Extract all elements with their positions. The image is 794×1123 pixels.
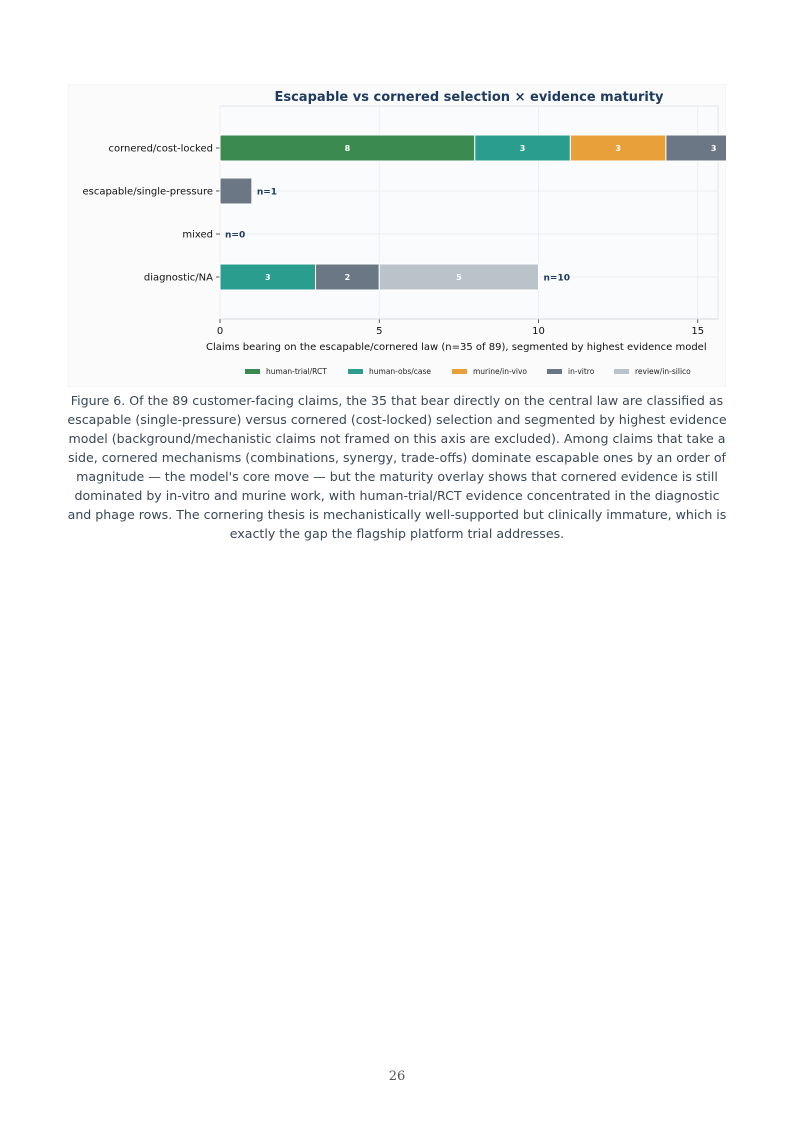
legend-swatch <box>547 369 562 374</box>
segment-value-label: 5 <box>456 273 462 282</box>
bar-total-label: n=1 <box>256 187 278 198</box>
x-axis-label: Claims bearing on the escapable/cornered law (n=35 of 89), segmented by highest evidence model <box>206 342 707 353</box>
legend-swatch <box>245 369 260 374</box>
legend-label: human-obs/case <box>369 367 432 376</box>
chart-figure <box>68 84 726 387</box>
legend-swatch <box>348 369 363 374</box>
segment-value-label: 3 <box>710 144 717 153</box>
bar-segment <box>666 135 726 161</box>
bar-total-label: n=0 <box>225 230 246 241</box>
y-tick-label: diagnostic/NA <box>143 272 213 284</box>
y-tick-label: mixed <box>182 229 213 241</box>
figure-caption: Figure 6. Of the 89 customer-facing claims, the 35 that bear directly on the central law are classified as escapable (single-pressure) versus cornered (cost-locked) selection and segmented by highest evidence model (background/mechanistic claims not framed on this axis are excluded). Among claims that take a side, cornered mechanisms (combinations, synergy, trade-offs) dominate escapable ones by an order of magnitude — the model's core move — but the maturity overlay shows that cornered evidence is still dominated by in-vitro and murine work, with human-trial/RCT evidence concentrated in the diagnostic and phage rows. The cornering thesis is mechanistically well-supported but clinically immature, which is exactly the gap the flagship platform trial addresses. <box>67 393 727 541</box>
segment-value-label: 3 <box>264 273 271 282</box>
legend-swatch <box>614 369 629 374</box>
chart-title: Escapable vs cornered selection × evidence maturity <box>274 90 664 105</box>
legend-swatch <box>452 369 467 374</box>
bar-segment <box>220 178 252 204</box>
y-tick-label: escapable/single-pressure <box>82 186 213 198</box>
segment-value-label: 3 <box>519 144 526 153</box>
legend-label: human-trial/RCT <box>266 367 327 376</box>
y-tick-label: cornered/cost-locked <box>108 143 213 155</box>
legend-label: in-vitro <box>568 367 595 376</box>
legend-label: review/in-silico <box>635 367 691 376</box>
stacked-bar-chart <box>68 84 726 387</box>
x-tick-label: 10 <box>532 326 545 337</box>
x-tick-label: 15 <box>691 326 705 337</box>
bar-total-label: n=10 <box>543 273 570 284</box>
page-number: 26 <box>388 1069 406 1084</box>
x-tick-label: 0 <box>216 326 224 337</box>
x-tick-label: 5 <box>376 326 383 337</box>
segment-value-label: 2 <box>344 273 351 282</box>
segment-value-label: 3 <box>615 144 621 153</box>
segment-value-label: 8 <box>344 144 351 153</box>
legend-label: murine/in-vivo <box>473 367 528 376</box>
